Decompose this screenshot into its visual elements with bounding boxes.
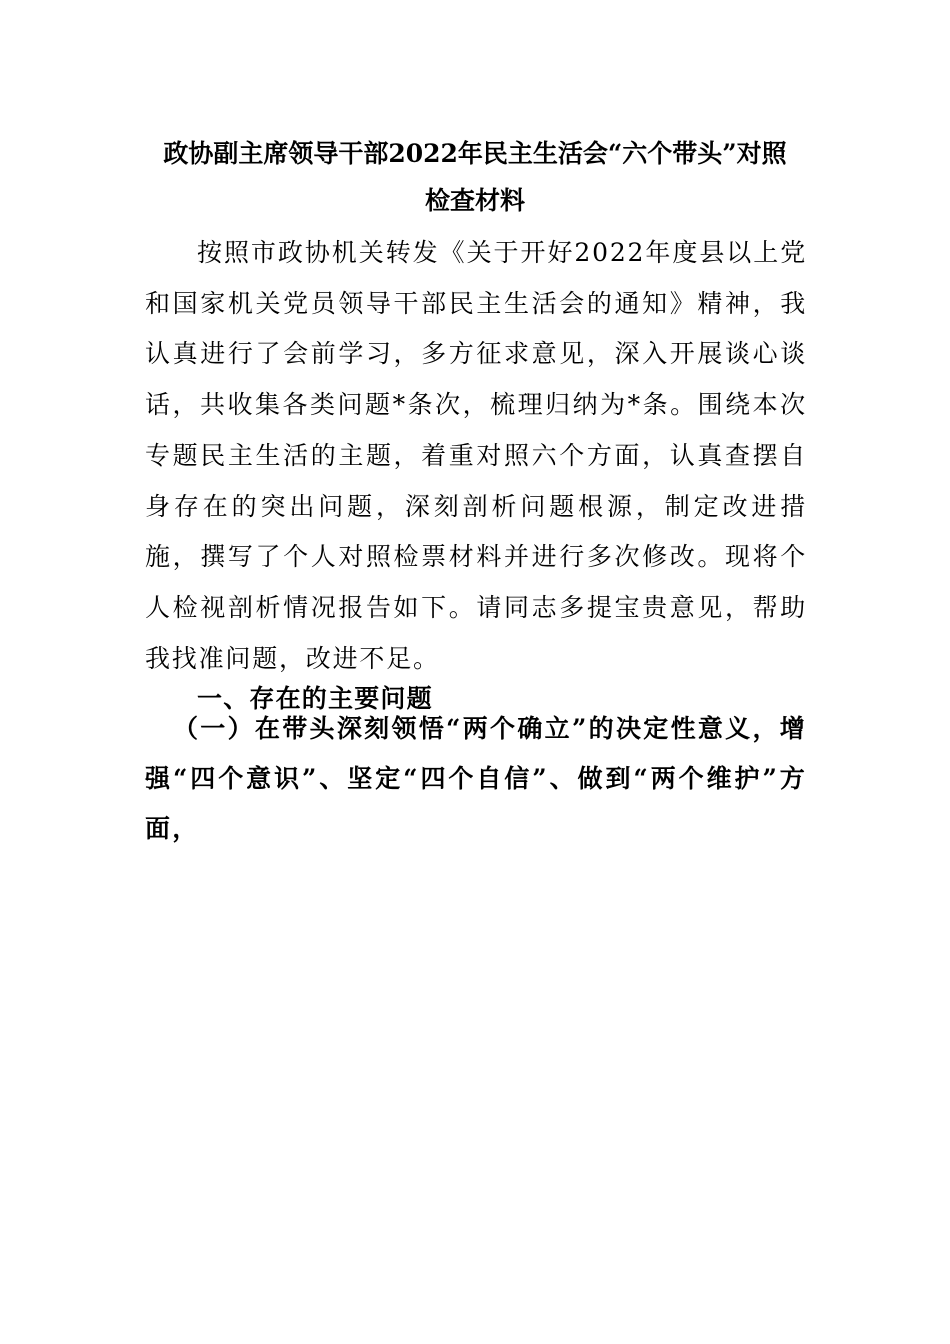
subsection-heading-1: （一）在带头深刻领悟“两个确立”的决定性意义，增强“四个意识”、坚定“四个自信”、做到“两个维护”方面， bbox=[145, 714, 807, 843]
section-heading-main-problems: 一、存在的主要问题 bbox=[197, 684, 433, 713]
intro-paragraph: 按照市政协机关转发《关于开好2022年度县以上党和国家机关党员领导干部民主生活会的通知》精神，我认真进行了会前学习，多方征求意见，深入开展谈心谈话，共收集各类问题*条次，梳理归纳为*条。围绕本次专题民主生活的主题，着重对照六个方面，认真查摆自身存在的突出问题，深刻剖析问题根源，制定改进措施，撰写了个人对照检票材料并进行多次修改。现将个人检视剖析情况报告如下。请同志多提宝贵意见，帮助我找准问题，改进不足。 bbox=[145, 238, 807, 673]
document-title-line-2: 检查材料 bbox=[424, 186, 525, 215]
document-title-line-1: 政协副主席领导干部2022年民主生活会“六个带头”对照 bbox=[163, 139, 787, 168]
